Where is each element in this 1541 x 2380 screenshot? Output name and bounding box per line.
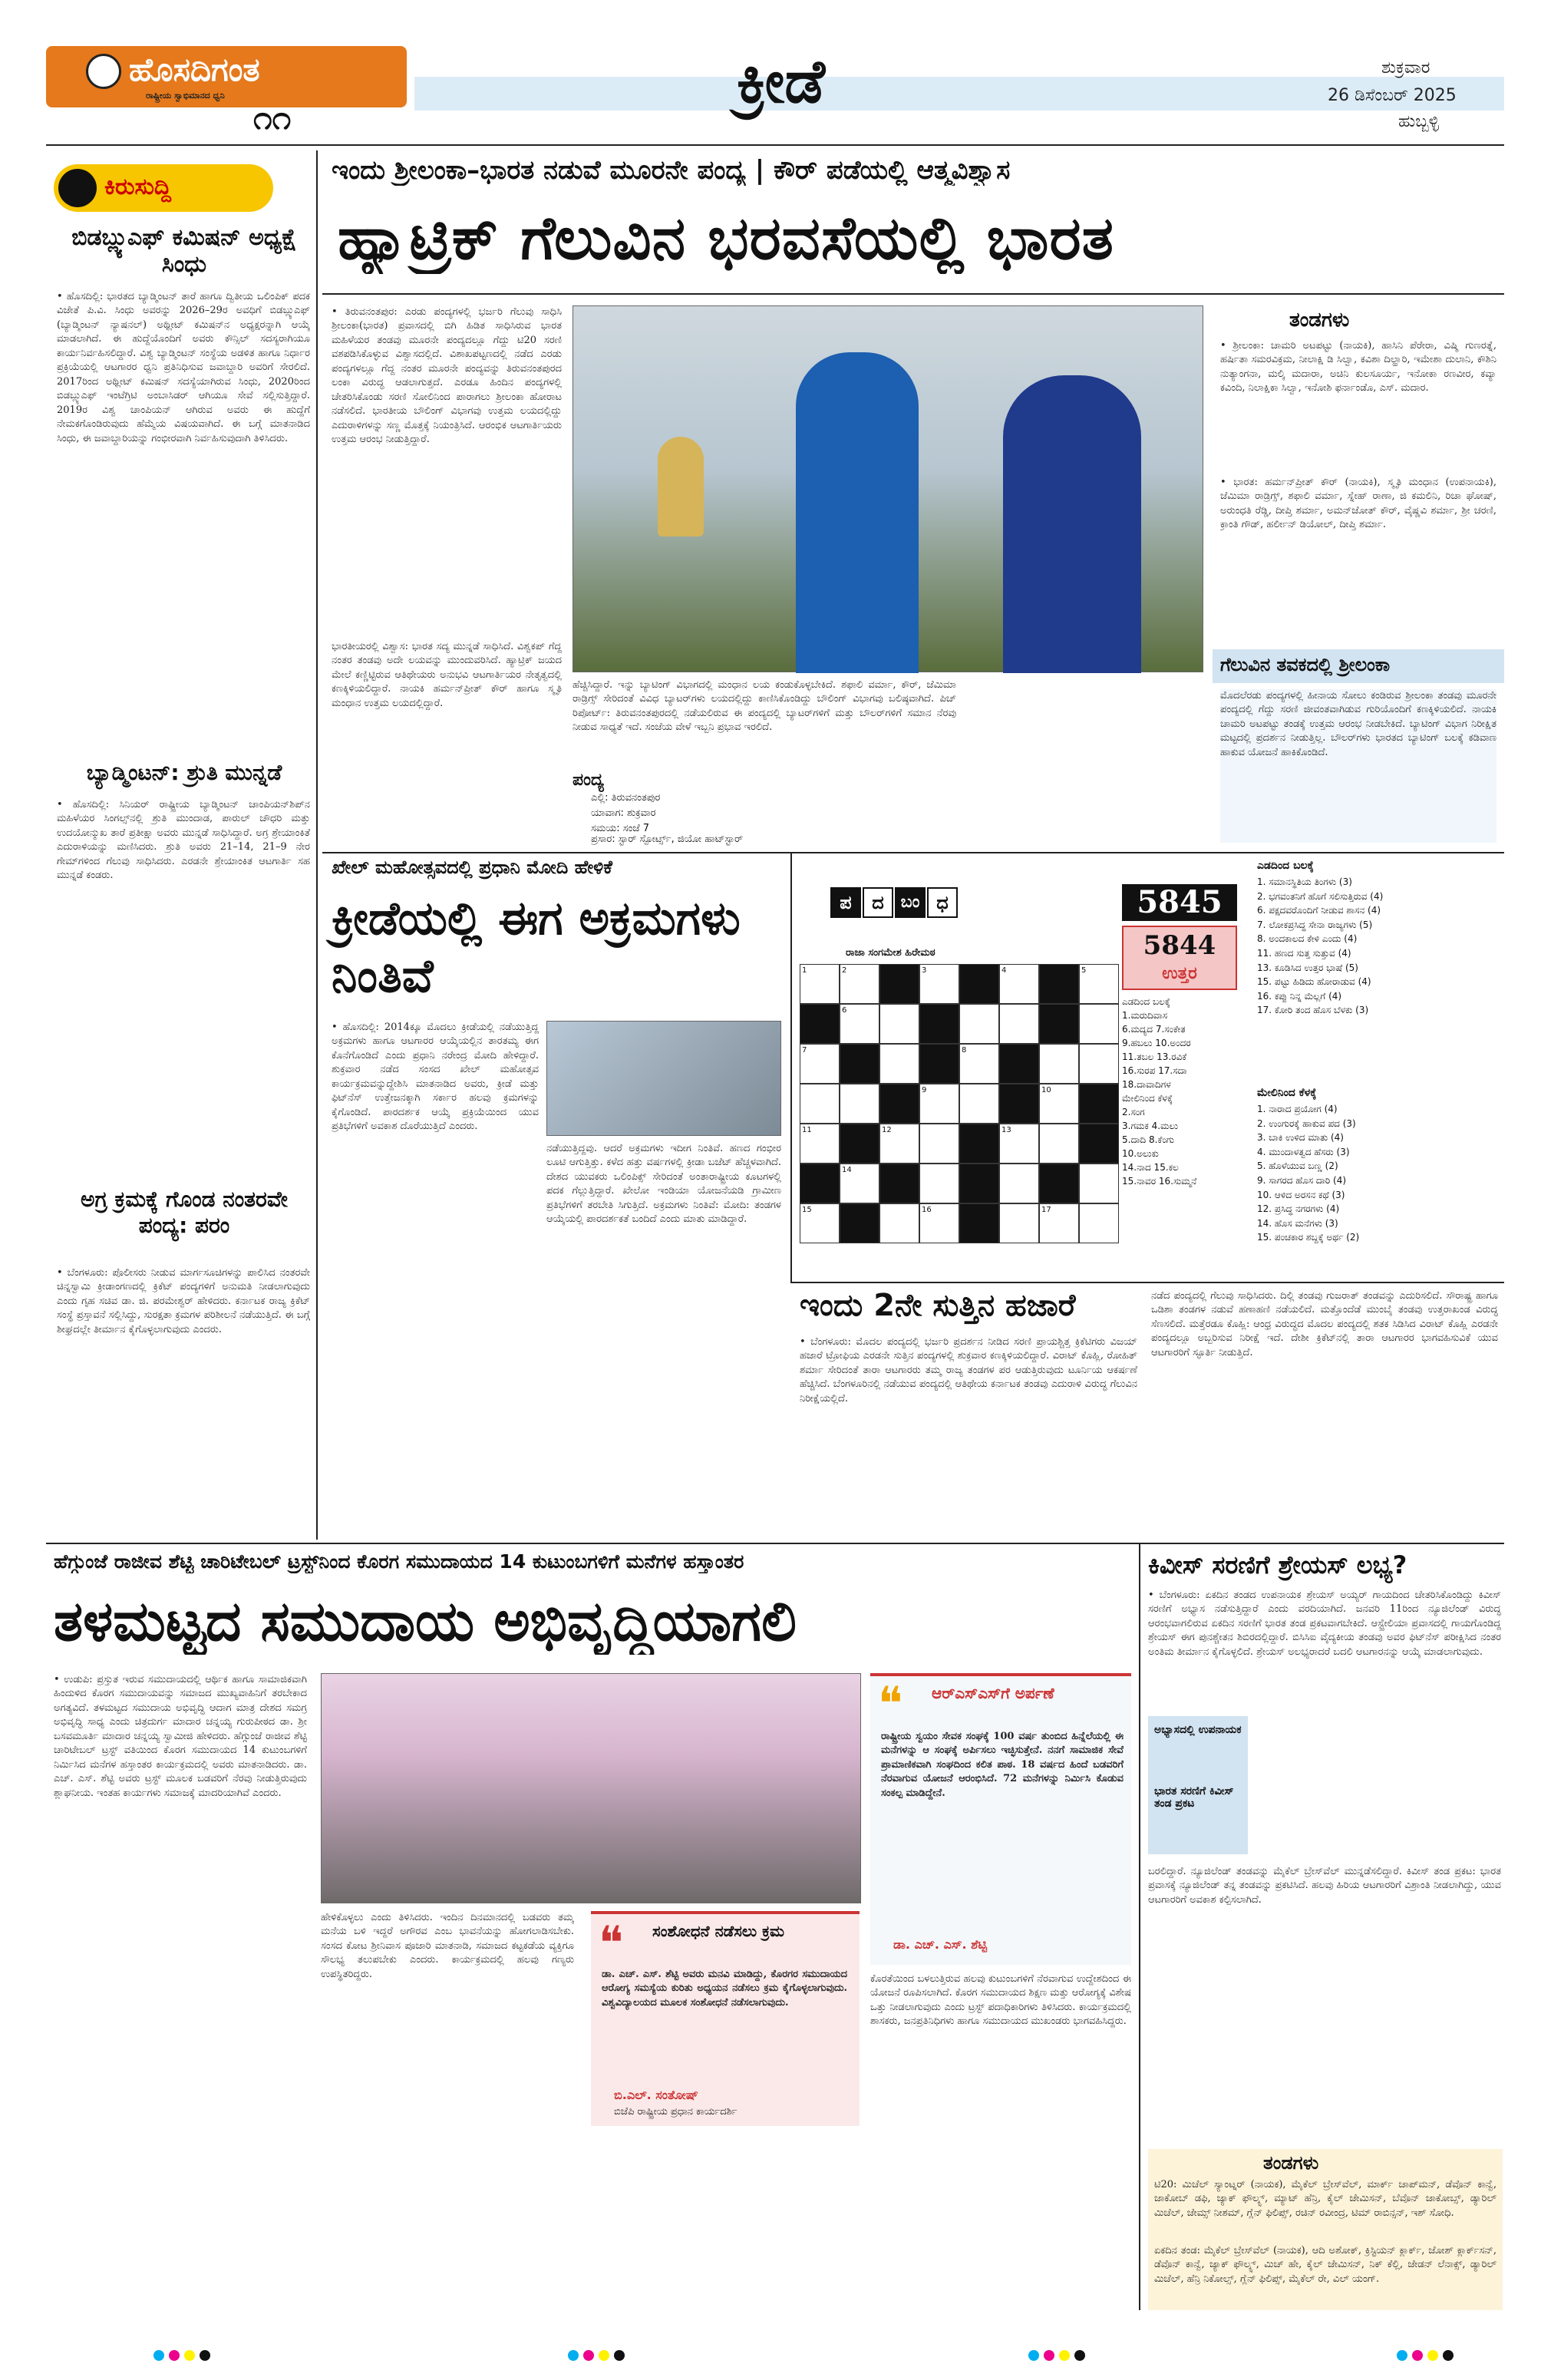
crossword-cell[interactable]: 10 bbox=[1039, 1084, 1079, 1124]
crossword-cell[interactable] bbox=[1039, 1124, 1079, 1164]
page-number: ೧೧ bbox=[253, 98, 292, 137]
side-head-box bbox=[1213, 649, 1504, 683]
modi-body-1: • ಹೊಸದಿಲ್ಲಿ: 2014ಕ್ಕೂ ಮೊದಲು ಕ್ರೀಡೆಯಲ್ಲಿ ನಡೆಯುತ್ತಿದ್ದ ಅಕ್ರಮಗಳು ಹಾಗೂ ಆಟಗಾರರ ಆಯ್ಕೆಯಲ್ಲಿನ ತಾರತಮ್ಯ ಈಗ ಕೊನೆಗೊಂಡಿದೆ ಎಂದು ಪ್ರಧಾನಿ ನರೇಂದ್ರ ಮೋದಿ ಹೇಳಿದ್ದಾರೆ. ಶುಕ್ರವಾರ ನಡೆದ ಸಂಸದ ಖೇಲ್ ಮಹೋತ್ಸವ ಕಾರ್ಯಕ್ರಮವನ್ನುದ್ದೇಶಿಸಿ ಮಾತನಾಡಿದ ಅವರು, ಕ್ರೀಡೆ ಮತ್ತು ಫಿಟ್‌ನೆಸ್ ಉತ್ತೇಜನಕ್ಕಾಗಿ ಸರ್ಕಾರ ಹಲವು ಕ್ರಮಗಳನ್ನು ಕೈಗೊಂಡಿದೆ. ಪಾರದರ್ಶಕ ಆಯ್ಕೆ ಪ್ರಕ್ರಿಯೆಯಿಂದ ಯುವ ಪ್ರತಿಭೆಗಳಿಗೆ ಅವಕಾಶ ದೊರೆಯುತ್ತಿದೆ ಎಂದರು. bbox=[332, 1022, 539, 1133]
match-info-when: ಯಾವಾಗ: ಶುಕ್ರವಾರ bbox=[591, 807, 656, 819]
crossword-cell[interactable] bbox=[919, 1124, 959, 1164]
match-info-where: ಎಲ್ಲಿ: ತಿರುವನಂತಪುರ bbox=[591, 792, 661, 804]
crossword-cell[interactable] bbox=[959, 1084, 999, 1124]
crossword-cell bbox=[1039, 964, 1079, 1004]
answers_left-item: 1.ಮರುದಿವಾಸ bbox=[1122, 1010, 1168, 1021]
modi-rule bbox=[790, 852, 792, 1282]
kiru-head-3: ಅಗ್ರ ಕ್ರಮಕ್ಕೆ ಗೊಂಡ ನಂತರವೇ ಪಂದ್ಯ: ಪರಂ bbox=[81, 1187, 288, 1238]
answers_left-item: 14.ನಾದ 15.ಕಲ bbox=[1122, 1162, 1179, 1173]
crossword-prev-number: 5844 bbox=[1143, 930, 1216, 961]
crossword-prev-box bbox=[1122, 926, 1237, 990]
registration-mark-magenta bbox=[1044, 2350, 1054, 2361]
down-item: 10. ಆಳಿದ ಅರಸನ ಕಥೆ (3) bbox=[1257, 1189, 1345, 1200]
masthead-logo: ಹೊಸದಿಗಂತ bbox=[129, 51, 260, 88]
kiru-head-2: ಬ್ಯಾಡ್ಮಿಂಟನ್: ಶ್ರುತಿ ಮುನ್ನಡೆ bbox=[86, 760, 282, 785]
shreyas-teams-odi: ಏಕದಿನ ತಂಡ: ಮೈಕೆಲ್ ಬ್ರೇಸ್‌ವೆಲ್ (ನಾಯಕ), ಆದಿ ಅಶೋಕ್, ಕ್ರಿಸ್ಟಿಯನ್ ಕ್ಲಾರ್ಕ್, ಜೋಶ್ ಕ್ಲಾರ್ಕ್‌ಸನ್, ಡೆವೊನ್ ಕಾನ್ವೆ, ಜ್ಯಾಕ್ ಫೌಲ್ಕ್ಸ್, ಮಿಚ್ ಹೇ, ಕೈಲ್ ಜೇಮಿಸನ್, ನಿಕ್ ಕೆಲ್ಲಿ, ಜೇಡನ್ ಲೆನಾಕ್ಸ್, ಡ್ಯಾರಿಲ್ ಮಿಚೆಲ್, ಹೆನ್ರಿ ನಿಕೋಲ್ಸ್, ಗ್ಲೆನ್ ಫಿಲಿಪ್ಸ್, ಮೈಕೆಲ್ ರೇ, ವಿಲ್ ಯಂಗ್. bbox=[1154, 2245, 1496, 2285]
crossword-cell[interactable] bbox=[879, 1044, 919, 1084]
crossword-cell[interactable] bbox=[999, 1164, 1039, 1203]
lead-body-1: • ತಿರುವನಂತಪುರ: ಎರಡು ಪಂದ್ಯಗಳಲ್ಲಿ ಭರ್ಜರಿ ಗೆಲುವು ಸಾಧಿಸಿ ಶ್ರೀಲಂಕಾ(ಭಾರತ) ಪ್ರವಾಸದಲ್ಲಿ ಬಿಗಿ ಹಿಡಿತ ಸಾಧಿಸಿರುವ ಭಾರತ ಮಹಿಳೆಯರ ತಂಡವು ಮೂರನೇ ಪಂದ್ಯದಲ್ಲೂ ಗೆದ್ದು ಟಿ20 ಸರಣಿ ವಶಪಡಿಸಿಕೊಳ್ಳುವ ವಿಶ್ವಾಸದಲ್ಲಿದೆ. ವಿಶಾಖಪಟ್ಟಣದಲ್ಲಿ ನಡೆದ ಎರಡು ಪಂದ್ಯಗಳಲ್ಲೂ ಗೆದ್ದ ನಂತರ ಮೂರನೇ ಪಂದ್ಯವನ್ನು ತಿರುವನಂತಪುರದ ಲಂಕಾ ವಿರುದ್ಧ ಆಡಲಾಗುತ್ತದೆ. ಎರಡೂ ಹಿಂದಿನ ಪಂದ್ಯಗಳಲ್ಲಿ ಚೇತರಿಸಿಕೊಂಡು ಸರಣಿ ಸೋಲಿನಿಂದ ಪಾರಾಗಲು ಶ್ರೀಲಂಕಾ ಹೋರಾಟ ನಡೆಸಲಿದೆ. ಭಾರತೀಯ ಬೌಲಿಂಗ್ ವಿಭಾಗವು ಉತ್ತಮ ಲಯದಲ್ಲಿದ್ದು ಎದುರಾಳಿಗಳನ್ನು ಸಣ್ಣ ಮೊತ್ತಕ್ಕೆ ನಿಯಂತ್ರಿಸಿದೆ. ಆರಂಭಿಕ ಆಟಗಾರ್ತಿಯರು ಉತ್ತಮ ಆರಂಭ ನೀಡುತ್ತಿದ್ದಾರೆ. bbox=[332, 306, 562, 446]
shreyas-teams-t20: ಟಿ20: ಮಿಚೆಲ್ ಸ್ಯಾಂಟ್ನರ್ (ನಾಯಕ), ಮೈಕೆಲ್ ಬ್ರೇಸ್‌ವೆಲ್, ಮಾರ್ಕ್ ಚಾಪ್‌ಮನ್, ಡೆವೊನ್ ಕಾನ್ವೆ, ಜಾಕೋಬ್ ಡಫಿ, ಜ್ಯಾಕ್ ಫೌಲ್ಕ್ಸ್, ಮ್ಯಾಟ್ ಹೆನ್ರಿ, ಕೈಲ್ ಜೇಮಿಸನ್, ಬೆವೊನ್ ಜಾಕೋಬ್ಸ್, ಡ್ಯಾರಿಲ್ ಮಿಚೆಲ್, ಜೇಮ್ಸ್ ನೀಶಮ್, ಗ್ಲೆನ್ ಫಿಲಿಪ್ಸ್, ರಚಿನ್ ರವೀಂದ್ರ, ಟಿಮ್ ರಾಬಿನ್ಸನ್, ಇಶ್ ಸೋಧಿ. bbox=[1154, 2179, 1496, 2219]
crossword-number: 5845 bbox=[1122, 884, 1237, 921]
crossword-cell bbox=[959, 1164, 999, 1203]
modi-photo bbox=[546, 1021, 781, 1136]
crossword-cell[interactable]: 3 bbox=[919, 964, 959, 1004]
crossword-cell[interactable]: 4 bbox=[999, 964, 1039, 1004]
mid-rule bbox=[46, 1543, 1504, 1544]
across-item: 6. ಪಕ್ಷದವರೊಂದಿಗೆ ನೀಡುವ ಶಾಸನ (4) bbox=[1257, 905, 1381, 916]
crossword-grid bbox=[800, 964, 1119, 1243]
crossword-cell[interactable] bbox=[999, 1004, 1039, 1044]
player-srilanka bbox=[1003, 375, 1141, 673]
lead-body-1b: ಭಾರತೀಯರಲ್ಲಿ ವಿಶ್ವಾಸ: ಭಾರತ ಸದ್ಯ ಮುನ್ನಡೆ ಸಾಧಿಸಿದೆ. ವಿಶ್ವಕಪ್ ಗೆದ್ದ ನಂತರ ತಂಡವು ಅದೇ ಲಯವನ್ನು ಮುಂದುವರಿಸಿದೆ. ಹ್ಯಾಟ್ರಿಕ್ ಜಯದ ಮೇಲೆ ಕಣ್ಣಿಟ್ಟಿರುವ ಆತಿಥೇಯರು ಅನುಭವಿ ಆಟಗಾರ್ತಿಯರ ನೇತೃತ್ವದಲ್ಲಿ ಕಣಕ್ಕಿಳಿಯಲಿದ್ದಾರೆ. ನಾಯಕಿ ಹರ್ಮನ್‌ಪ್ರೀತ್ ಕೌರ್ ಹಾಗೂ ಸ್ಮೃತಿ ಮಂಧಾನ ಉತ್ತಮ ಲಯದಲ್ಲಿದ್ದಾರೆ. bbox=[332, 641, 562, 709]
crossword-cell bbox=[999, 1084, 1039, 1124]
kiru-body-1: • ಹೊಸದಿಲ್ಲಿ: ಭಾರತದ ಬ್ಯಾಡ್ಮಿಂಟನ್ ತಾರೆ ಹಾಗೂ ದ್ವಿತೀಯ ಒಲಿಂಪಿಕ್ ಪದಕ ವಿಜೇತೆ ಪಿ.ವಿ. ಸಿಂಧು ಅವರನ್ನು 2026–29ರ ಅವಧಿಗೆ ಬಿಡಬ್ಲ್ಯುಎಫ್ (ಬ್ಯಾಡ್ಮಿಂಟನ್ ನ್ಯಾಷನಲ್) ಅಥ್ಲೀಟ್ ಕಮಿಷನ್‌ನ ಅಧ್ಯಕ್ಷರನ್ನಾಗಿ ಆಯ್ಕೆ ಮಾಡಲಾಗಿದೆ. ಈ ಹುದ್ದೆಯೊಂದಿಗೆ ಅವರು ಕೌನ್ಸಿಲ್ ಸದಸ್ಯರಾಗಿಯೂ ಕಾರ್ಯನಿರ್ವಹಿಸಲಿದ್ದಾರೆ. ವಿಶ್ವ ಬ್ಯಾಡ್ಮಿಂಟನ್ ಸಂಸ್ಥೆಯ ಅಡಳಿತ ಹಾಗೂ ನಿರ್ಧಾರ ಪ್ರಕ್ರಿಯೆಯಲ್ಲಿ ಆಟಗಾರರ ಧ್ವನಿ ಪ್ರತಿನಿಧಿಸುವ ಜವಾಬ್ದಾರಿ ಅವರಿಗೆ ಸೇರಲಿದೆ. 2017ರಿಂದ ಅಥ್ಲೀಟ್ ಕಮಿಷನ್ ಸದಸ್ಯೆಯಾಗಿರುವ ಸಿಂಧು, 2020ರಿಂದ ಬಿಡಬ್ಲ್ಯುಎಫ್ ಇಂಟೆಗ್ರಿಟಿ ಅಂಬಾಸಿಡರ್ ಆಗಿಯೂ ಸೇವೆ ಸಲ್ಲಿಸುತ್ತಿದ್ದಾರೆ. 2019ರ ವಿಶ್ವ ಚಾಂಪಿಯನ್ ಆಗಿರುವ ಅವರು ಈ ಹುದ್ದೆಗೆ ನೇಮಕಗೊಂಡಿರುವುದು ಹೆಮ್ಮೆಯ ವಿಷಯವಾಗಿದೆ. ಈ ಬಗ್ಗೆ ಮಾತನಾಡಿದ ಸಿಂಧು, ಈ ಜವಾಬ್ದಾರಿಯನ್ನು ಗಂಭೀರವಾಗಿ ನಿರ್ವಹಿಸುವುದಾಗಿ ತಿಳಿಸಿದರು. bbox=[57, 291, 310, 444]
crossword-cell[interactable]: 5 bbox=[1079, 964, 1119, 1004]
quote2-text: ರಾಷ್ಟ್ರೀಯ ಸ್ವಯಂ ಸೇವಕ ಸಂಘಕ್ಕೆ 100 ವರ್ಷ ತುಂಬಿದ ಹಿನ್ನೆಲೆಯಲ್ಲಿ ಈ ಮನೆಗಳನ್ನು ಆ ಸಂಘಕ್ಕೆ ಅರ್ಪಿಸಲು ಇಚ್ಛಿಸುತ್ತೇನೆ. ನನಗೆ ಸಾಮಾಜಿಕ ಸೇವೆ ಪ್ರಾಮಾಣಿಕವಾಗಿ ಸಂಘದಿಂದ ಕಲಿತ ಪಾಠ. 18 ವರ್ಷದ ಹಿಂದೆ ಬಡವರಿಗೆ ನೆರವಾಗುವ ಯೋಜನೆ ಆರಂಭಿಸಿದೆ. 72 ಮನೆಗಳನ್ನು ನಿರ್ಮಿಸಿ ಕೊಡುವ ಸಂಕಲ್ಪ ಮಾಡಿದ್ದೇನೆ. bbox=[881, 1731, 1124, 1799]
masthead-rule bbox=[46, 144, 1504, 146]
crossword-cell bbox=[1079, 1124, 1119, 1164]
across-title: ಎಡದಿಂದ ಬಲಕ್ಕೆ bbox=[1257, 860, 1314, 872]
across-item: 17. ಕೋರಿ ತಂದ ಹೊಸ ಬೆಳಕು (3) bbox=[1257, 1005, 1369, 1016]
shreyas-box-item-1: ಅಭ್ಯಾಸದಲ್ಲಿ ಉಪನಾಯಕ bbox=[1154, 1724, 1242, 1736]
crossword-cell[interactable] bbox=[879, 1004, 919, 1044]
lead-rule bbox=[322, 293, 1504, 295]
registration-mark-yellow bbox=[599, 2350, 609, 2361]
crossword-prev-label: ಉತ್ತರ bbox=[1162, 964, 1197, 983]
kirusuddi-icon bbox=[58, 169, 97, 207]
registration-mark-black bbox=[1443, 2350, 1454, 2361]
korga-kicker: ಹೆಗ್ಗುಂಜೆ ರಾಜೀವ ಶೆಟ್ಟಿ ಚಾರಿಟೇಬಲ್ ಟ್ರಸ್ಟ್‌ನಿಂದ ಕೊರಗ ಸಮುದಾಯದ 14 ಕುಟುಂಬಗಳಿಗೆ ಮನೆಗಳ ಹಸ್ತಾಂತರ bbox=[54, 1550, 744, 1573]
kiru-body-2: • ಹೊಸದಿಲ್ಲಿ: ಸಿನಿಯರ್ ರಾಷ್ಟ್ರೀಯ ಬ್ಯಾಡ್ಮಿಂಟನ್ ಚಾಂಪಿಯನ್‌ಶಿಪ್‌ನ ಮಹಿಳೆಯರ ಸಿಂಗಲ್ಸ್‌ನಲ್ಲಿ ಶ್ರುತಿ ಮುಂದಾಡ, ಪಾರುಲ್ ಚೌಧರಿ ಮತ್ತು ಉದಯೋನ್ಮುಖ ತಾರೆ ಪ್ರತೀಕ್ಷಾ ಅವರು ಮುನ್ನಡೆ ಸಾಧಿಸಿದ್ದಾರೆ. ಅಗ್ರ ಶ್ರೇಯಾಂಕಿತೆ ಎದುರಾಳಿಯನ್ನು ಮಣಿಸಿದರು. ಶ್ರುತಿ ಅವರು 21–14, 21–9 ನೇರ ಗೇಮ್‌ಗಳಿಂದ ಗೆಲುವು ಸಾಧಿಸಿದರು. ಎರಡನೇ ಶ್ರೇಯಾಂಕಿತ ಆಟಗಾರ್ತಿ ಸಹ ಮುನ್ನಡೆ ಕಂಡರು. bbox=[57, 799, 310, 882]
crossword-cell[interactable] bbox=[1079, 1044, 1119, 1084]
answers_left-item: 6.ಮದ್ಯದ 7.ಸಂಕೇತ bbox=[1122, 1024, 1186, 1035]
down-item: 4. ಮುಂದಾಳತ್ವದ ಹೆಸರು (3) bbox=[1257, 1146, 1350, 1157]
down-item: 5. ಹೊಳೆಯುವ ಬಣ್ಣ (2) bbox=[1257, 1160, 1338, 1172]
modi-body-2: ನಡೆಯುತ್ತಿದ್ದವು. ಆದರೆ ಅಕ್ರಮಗಳು ಇದೀಗ ನಿಂತಿವೆ. ಹಣದ ಗಂಭೀರ ಲೂಟಿ ಆಗುತ್ತಿತ್ತು. ಕಳೆದ ಹತ್ತು ವರ್ಷಗಳಲ್ಲಿ ಕ್ರೀಡಾ ಬಜೆಟ್ ಹೆಚ್ಚಳವಾಗಿದೆ. ದೇಶದ ಯುವಕರು ಒಲಿಂಪಿಕ್ಸ್ ಸೇರಿದಂತೆ ಅಂತಾರಾಷ್ಟ್ರೀಯ ಕೂಟಗಳಲ್ಲಿ ಪದಕ ಗೆಲ್ಲುತ್ತಿದ್ದಾರೆ. ಖೇಲೋ ಇಂಡಿಯಾ ಯೋಜನೆಯಡಿ ಗ್ರಾಮೀಣ ಪ್ರತಿಭೆಗಳಿಗೆ ತರಬೇತಿ ಸಿಗುತ್ತಿದೆ. ಅಕ್ರಮಗಳು ನಿಂತಿವೆ: ಮೋದಿ: ತಂಡಗಳ ಆಯ್ಕೆಯಲ್ಲಿ ಪಾರದರ್ಶಕತೆ ಬಂದಿದೆ ಎಂದು ಮಾತು ಮಾಡಿದ್ದಾರೆ. bbox=[546, 1143, 781, 1226]
crossword-cell[interactable]: 7 bbox=[800, 1044, 840, 1084]
crossword-cell[interactable]: 2 bbox=[840, 964, 879, 1004]
registration-mark-yellow bbox=[184, 2350, 195, 2361]
crossword-cell bbox=[800, 1164, 840, 1203]
crossword-cell[interactable] bbox=[959, 1004, 999, 1044]
crossword-cell bbox=[1039, 1004, 1079, 1044]
crossword-cell bbox=[959, 1124, 999, 1164]
shreyas-box bbox=[1148, 1716, 1248, 1854]
shreyas-body: • ಬೆಂಗಳೂರು: ಏಕದಿನ ತಂಡದ ಉಪನಾಯಕ ಶ್ರೇಯಸ್ ಅಯ್ಯರ್ ಗಾಯದಿಂದ ಚೇತರಿಸಿಕೊಂಡಿದ್ದು ಕಿವೀಸ್ ಸರಣಿಗೆ ಅಭ್ಯಾಸ ನಡೆಸುತ್ತಿದ್ದಾರೆ ಎಂದು ವರದಿಯಾಗಿದೆ. ಜನವರಿ 11ರಿಂದ ನ್ಯೂಜಿಲೆಂಡ್ ವಿರುದ್ಧ ಆರಂಭವಾಗಲಿರುವ ಏಕದಿನ ಸರಣಿಗೆ ಭಾರತ ತಂಡ ಪ್ರಕಟವಾಗಬೇಕಿದೆ. ಆಸ್ಟ್ರೇಲಿಯಾ ಪ್ರವಾಸದಲ್ಲಿ ಗಾಯಗೊಂಡಿದ್ದ ಶ್ರೇಯಸ್ ಈಗ ಪುನಶ್ಚೇತನ ಶಿಬಿರದಲ್ಲಿದ್ದಾರೆ. ಬಿಸಿಸಿಐ ವೈದ್ಯಕೀಯ ತಂಡವು ಅವರ ಫಿಟ್‌ನೆಸ್ ಪರೀಕ್ಷಿಸಿದ ನಂತರ ಅಂತಿಮ ತೀರ್ಮಾನ ಕೈಗೊಳ್ಳಲಿದೆ. ಶ್ರೇಯಸ್ ಅಲಭ್ಯರಾದರೆ ಬದಲಿ ಆಟಗಾರನನ್ನು ಆಯ್ಕೆ ಮಾಡಲಾಗುವುದು. bbox=[1148, 1589, 1501, 1658]
crossword-title-4: ಧ bbox=[927, 887, 958, 918]
quote1-author: ಬಿ.ಎಲ್. ಸಂತೋಷ್ bbox=[614, 2088, 698, 2102]
down-item: 2. ಉಂಗುರಕ್ಕೆ ಹಾಕುವ ಪದ (3) bbox=[1257, 1117, 1356, 1129]
crossword-cell[interactable]: 12 bbox=[879, 1124, 919, 1164]
kiru-head-1: ಬಿಡಬ್ಲ್ಯುಎಫ್ ಕಮಿಷನ್ ಅಧ್ಯಕ್ಷೆ ಸಿಂಧು bbox=[71, 224, 297, 278]
match-info-broadcast: ಪ್ರಸಾರ: ಸ್ಟಾರ್ ಸ್ಪೋರ್ಟ್ಸ್, ಜಿಯೋ ಹಾಟ್‌ಸ್ಟಾರ್ bbox=[591, 833, 744, 845]
answers_left-item: ಮೇಲಿನಿಂದ ಕೆಳಕ್ಕೆ bbox=[1122, 1093, 1173, 1104]
crossword-cell[interactable]: 8 bbox=[959, 1044, 999, 1084]
crossword-cell[interactable] bbox=[1079, 1164, 1119, 1203]
across-item: 11. ಹಣದ ಸುತ್ತ ಸುತ್ತುವ (4) bbox=[1257, 947, 1351, 959]
quote2-author: ಡಾ. ಎಚ್. ಎಸ್. ಶೆಟ್ಟಿ bbox=[893, 1937, 988, 1952]
across-item: 7. ಲೋಕಪ್ರಸಿದ್ಧ ಸೇನಾ ರಾಜ್ಯಗಳು (5) bbox=[1257, 919, 1373, 930]
registration-mark-cyan bbox=[1028, 2350, 1039, 2361]
lead-headline: ಹ್ಯಾಟ್ರಿಕ್ ಗೆಲುವಿನ ಭರವಸೆಯಲ್ಲಿ ಭಾರತ bbox=[338, 204, 1114, 273]
down-title: ಮೇಲಿನಿಂದ ಕೆಳಕ್ಕೆ bbox=[1257, 1087, 1317, 1099]
crossword-cell[interactable]: 14 bbox=[840, 1164, 879, 1203]
lead-bottom-rule bbox=[322, 852, 1504, 853]
registration-mark-magenta bbox=[583, 2350, 594, 2361]
shreyas-box-item-2: ಭಾರತ ಸರಣಿಗೆ ಕಿವೀಸ್ ತಂಡ ಪ್ರಕಟ bbox=[1154, 1785, 1234, 1810]
answers_left-item: 18.ದಾವಾದಿಗಳ bbox=[1122, 1079, 1171, 1090]
trophy bbox=[658, 437, 704, 536]
quote2-box bbox=[870, 1673, 1131, 1965]
date: 26 ಡಿಸೆಂಬರ್ 2025 bbox=[1328, 86, 1457, 105]
registration-mark-magenta bbox=[1412, 2350, 1423, 2361]
answers_left-item: ಎಡದಿಂದ ಬಲಕ್ಕೆ bbox=[1122, 996, 1170, 1007]
player-india bbox=[796, 352, 919, 673]
lead-photo bbox=[573, 305, 1203, 672]
crossword-cell[interactable]: 16 bbox=[919, 1203, 959, 1243]
edition: ಹುಬ್ಬಳ್ಳಿ bbox=[1398, 112, 1440, 131]
teams-title: ತಂಡಗಳು bbox=[1289, 309, 1350, 332]
crossword-cell bbox=[840, 1044, 879, 1084]
crossword-cell bbox=[999, 1044, 1039, 1084]
down-item: 15. ಪಂಚಕಾರ ಶಬ್ದಕ್ಕೆ ಅರ್ಥ (2) bbox=[1257, 1232, 1360, 1243]
answers_left-item: 15.ನಾವರ 16.ಸುಮ್ಮನೆ bbox=[1122, 1176, 1197, 1187]
crossword-rule bbox=[790, 1282, 1504, 1283]
answers_left-item: 2.ಸಂಗ bbox=[1122, 1107, 1145, 1117]
quote1-title: ಸಂಶೋಧನೆ ನಡೆಸಲು ಕ್ರಮ bbox=[652, 1922, 784, 1940]
lead-body-2: ಹೆಚ್ಚಿಸಿದ್ದಾರೆ. ಇನ್ನು ಬ್ಯಾಟಿಂಗ್ ವಿಭಾಗದಲ್ಲಿ ಮಂಧಾನ ಲಯ ಕಂಡುಕೊಳ್ಳಬೇಕಿದೆ. ಶಫಾಲಿ ವರ್ಮಾ, ಕೌರ್, ಜೆಮಿಮಾ ರಾಡ್ರಿಗ್ಸ್ ಸೇರಿದಂತೆ ವಿವಿಧ ಬ್ಯಾಟರ್‌ಗಳು ಲಯದಲ್ಲಿದ್ದು ಕಾಣಿಸಿಕೊಂಡಿದ್ದು ಬೌಲಿಂಗ್ ವಿಭಾಗವು ಬಲಿಷ್ಠವಾಗಿದೆ. ಪಿಚ್ ರಿಪೋರ್ಟ್: ತಿರುವನಂತಪುರದಲ್ಲಿ ನಡೆಯಲಿರುವ ಈ ಪಂದ್ಯದಲ್ಲಿ ಬ್ಯಾಟರ್‌ಗಳಿಗೆ ಮತ್ತು ಬೌಲರ್‌ಗಳಿಗೆ ಸಮಾನ ನೆರವು ನೀಡುವ ಸಾಧ್ಯತೆ ಇದೆ. ಸಂಜೆಯ ವೇಳೆ ಇಬ್ಬನಿ ಪ್ರಭಾವ ಇರಲಿದೆ. bbox=[573, 679, 956, 734]
shreyas-headline: ಕಿವೀಸ್ ಸರಣಿಗೆ ಶ್ರೇಯಸ್ ಲಭ್ಯ? bbox=[1148, 1550, 1407, 1580]
answers_left-item: 11.ತಬಲ 13.ರವಿಕೆ bbox=[1122, 1051, 1187, 1062]
answers_left-item: 9.ಹಬಲು 10.ಅಂದರ bbox=[1122, 1038, 1191, 1048]
crossword-cell[interactable]: 1 bbox=[800, 964, 840, 1004]
crossword-cell[interactable] bbox=[1079, 1203, 1119, 1243]
korga-body-1: • ಉಡುಪಿ: ಪ್ರಸ್ತುತ ಇರುವ ಸಮುದಾಯದಲ್ಲಿ ಆರ್ಥಿಕ ಹಾಗೂ ಸಾಮಾಜಿಕವಾಗಿ ಹಿಂದುಳಿದ ಕೊರಗ ಸಮುದಾಯವನ್ನು ಸಮಾಜದ ಮುಖ್ಯವಾಹಿನಿಗೆ ತರಬೇಕಾದ ಅಗತ್ಯವಿದೆ. ತಳಮಟ್ಟದ ಸಮುದಾಯ ಅಭಿವೃದ್ಧಿ ಆದಾಗ ಮಾತ್ರ ದೇಶದ ಸಮಗ್ರ ಅಭಿವೃದ್ಧಿ ಸಾಧ್ಯ ಎಂದು ಚಿತ್ರದುರ್ಗ ಮಾದಾರ ಚನ್ನಯ್ಯ ಗುರುಪೀಠದ ಡಾ. ಶ್ರೀ ಬಸವಮೂರ್ತಿ ಮಾದಾರ ಚನ್ನಯ್ಯ ಸ್ವಾಮೀಜಿ ಹೇಳಿದರು. ಹೆಗ್ಗುಂಜೆ ರಾಜೀವ ಶೆಟ್ಟಿ ಚಾರಿಟೇಬಲ್ ಟ್ರಸ್ಟ್ ವತಿಯಿಂದ ಕೊರಗ ಸಮುದಾಯದ 14 ಕುಟುಂಬಗಳಿಗೆ ನಿರ್ಮಿಸಿದ ಮನೆಗಳ ಹಸ್ತಾಂತರ ಕಾರ್ಯಕ್ರಮದಲ್ಲಿ ಅವರು ಮಾತನಾಡಿದರು. ಡಾ. ಎಚ್. ಎಸ್. ಶೆಟ್ಟಿ ಅವರು ಟ್ರಸ್ಟ್ ಮೂಲಕ ಬಡವರಿಗೆ ನೆರವು ನೀಡುತ್ತಿರುವುದು ಶ್ಲಾಘನೀಯ. ಇಂತಹ ಕಾರ್ಯಗಳು ಸಮಾಜಕ್ಕೆ ಮಾದರಿಯಾಗಿವೆ ಎಂದರು. bbox=[54, 1674, 307, 1799]
hajare-headline: ಇಂದು 2ನೇ ಸುತ್ತಿನ ಹಜಾರೆ bbox=[800, 1288, 1076, 1323]
shreyas-teams-title: ತಂಡಗಳು bbox=[1263, 2152, 1319, 2174]
crossword-answers bbox=[1122, 995, 1245, 1279]
registration-mark-black bbox=[1074, 2350, 1085, 2361]
crossword-cell[interactable]: 6 bbox=[840, 1004, 879, 1044]
day: ಶುಕ್ರವಾರ bbox=[1381, 58, 1430, 78]
shreyas-body-2: ಬರಲಿದ್ದಾರೆ. ನ್ಯೂಜಿಲೆಂಡ್ ತಂಡವನ್ನು ಮೈಕೆಲ್ ಬ್ರೇಸ್‌ವೆಲ್ ಮುನ್ನಡೆಸಲಿದ್ದಾರೆ. ಕಿವೀಸ್ ತಂಡ ಪ್ರಕಟ: ಭಾರತ ಪ್ರವಾಸಕ್ಕೆ ನ್ಯೂಜಿಲೆಂಡ್ ತನ್ನ ತಂಡವನ್ನು ಪ್ರಕಟಿಸಿದೆ. ಹಲವು ಹಿರಿಯ ಆಟಗಾರರಿಗೆ ವಿಶ್ರಾಂತಿ ನೀಡಲಾಗಿದ್ದು, ಯುವ ಆಟಗಾರರಿಗೆ ಅವಕಾಶ ಕಲ್ಪಿಸಲಾಗಿದೆ. bbox=[1148, 1866, 1501, 1906]
crossword-cell bbox=[1039, 1164, 1079, 1203]
crossword-cell[interactable] bbox=[1039, 1044, 1079, 1084]
registration-mark-black bbox=[200, 2350, 210, 2361]
crossword-cell[interactable] bbox=[879, 1203, 919, 1243]
crossword-author: ರಾಜಾ ಸಂಗಮೇಶ ಹಿರೇಮಠ bbox=[846, 947, 935, 959]
registration-mark-yellow bbox=[1059, 2350, 1070, 2361]
crossword-cell bbox=[879, 964, 919, 1004]
shreyas-rule bbox=[1139, 1543, 1140, 2310]
korga-photo bbox=[321, 1673, 861, 1903]
teams-india: • ಭಾರತ: ಹರ್ಮನ್‌ಪ್ರೀತ್ ಕೌರ್ (ನಾಯಕಿ), ಸ್ಮೃತಿ ಮಂಧಾನ (ಉಪನಾಯಕಿ), ಜೆಮಿಮಾ ರಾಡ್ರಿಗ್ಸ್, ಶಫಾಲಿ ವರ್ಮಾ, ಸ್ನೇಹ್ ರಾಣಾ, ಜಿ ಕಮಲಿನಿ, ರಿಚಾ ಘೋಷ್, ಅರುಂಧತಿ ರೆಡ್ಡಿ, ದೀಪ್ತಿ ಶರ್ಮಾ, ಅಮನ್‌ಜೋತ್ ಕೌರ್, ವೈಷ್ಣವಿ ಶರ್ಮಾ, ಶ್ರೀ ಚರಣಿ, ಕ್ರಾಂತಿ ಗೌಡ್, ಹರ್ಲೀನ್ ಡಿಯೋಲ್, ದೀಪ್ತಿ ಶರ್ಮಾ. bbox=[1220, 477, 1496, 531]
masthead-logo-tag: ರಾಷ್ಟ್ರೀಯ ಸ್ವಾಭಿಮಾನದ ಧ್ವನಿ bbox=[146, 91, 225, 101]
side-head: ಗೆಲುವಿನ ತವಕದಲ್ಲಿ ಶ್ರೀಲಂಕಾ bbox=[1220, 654, 1391, 675]
answers_left-item: 16.ಸುರಪ 17.ಸದಾ bbox=[1122, 1065, 1187, 1076]
down-clues bbox=[1257, 1102, 1495, 1245]
hajare-body-1: • ಬೆಂಗಳೂರು: ಮೊದಲ ಪಂದ್ಯದಲ್ಲಿ ಭರ್ಜರಿ ಪ್ರದರ್ಶನ ನೀಡಿದ ಸರಣಿ ಪ್ರಾಯಶ್ಚಿತ್ತ ಕ್ರಿಕೆಟಿಗರು ವಿಜಯ್ ಹಜಾರೆ ಟ್ರೋಫಿಯ ಎರಡನೇ ಸುತ್ತಿನ ಪಂದ್ಯಗಳಲ್ಲಿ ಶುಕ್ರವಾರ ಕಣಕ್ಕಿಳಿಯಲಿದ್ದಾರೆ. ವಿರಾಟ್ ಕೊಹ್ಲಿ, ರೋಹಿತ್ ಶರ್ಮಾ ಸೇರಿದಂತೆ ತಾರಾ ಆಟಗಾರರು ತಮ್ಮ ರಾಜ್ಯ ತಂಡಗಳ ಪರ ಆಡುತ್ತಿರುವುದು ಟೂರ್ನಿಯ ಆಕರ್ಷಣೆ ಹೆಚ್ಚಿಸಿದೆ. ಬೆಂಗಳೂರಿನಲ್ಲಿ ನಡೆಯುವ ಪಂದ್ಯದಲ್ಲಿ ಆತಿಥೇಯ ಕರ್ನಾಟಕ ತಂಡವು ಎದುರಾಳಿ ವಿರುದ್ಧ ಗೆಲುವಿನ ನಿರೀಕ್ಷೆಯಲ್ಲಿದೆ. bbox=[800, 1336, 1137, 1405]
down-item: 9. ಸಾಗರದ ಹೊಸ ದಾರಿ (4) bbox=[1257, 1174, 1347, 1186]
crossword-cell[interactable] bbox=[1079, 1004, 1119, 1044]
crossword-cell bbox=[1079, 1084, 1119, 1124]
crossword-cell[interactable]: 13 bbox=[999, 1124, 1039, 1164]
modi-headline: ಕ್ರೀಡೆಯಲ್ಲಿ ಈಗ ಅಕ್ರಮಗಳು ನಿಂತಿವೆ bbox=[332, 892, 741, 1003]
down-item: 1. ನಾರಾದ ಪ್ರಯೋಗ (4) bbox=[1257, 1104, 1338, 1114]
answers_left-item: 3.ಗಮಕ 4.ಮಲು bbox=[1122, 1121, 1179, 1131]
crossword-cell[interactable]: 15 bbox=[800, 1203, 840, 1243]
kiru-body-3: • ಬೆಂಗಳೂರು: ಪೊಲೀಸರು ನೀಡುವ ಮಾರ್ಗಸೂಚಿಗಳನ್ನು ಪಾಲಿಸಿದ ನಂತರವೇ ಚಿನ್ನಸ್ವಾಮಿ ಕ್ರೀಡಾಂಗಣದಲ್ಲಿ ಕ್ರಿಕೆಟ್ ಪಂದ್ಯಗಳಿಗೆ ಅನುಮತಿ ನೀಡಲಾಗುವುದು ಎಂದು ಗೃಹ ಸಚಿವ ಡಾ. ಜಿ. ಪರಮೇಶ್ವರ್ ಹೇಳಿದರು. ಕರ್ನಾಟಕ ರಾಜ್ಯ ಕ್ರಿಕೆಟ್ ಸಂಸ್ಥೆ ಪ್ರಸ್ತಾವನೆ ಸಲ್ಲಿಸಿದ್ದು, ಸುರಕ್ಷತಾ ಕ್ರಮಗಳ ಪರಿಶೀಲನೆ ನಡೆಯುತ್ತಿದೆ. ಈ ಬಗ್ಗೆ ಶೀಘ್ರದಲ್ಲೇ ತೀರ್ಮಾನ ಕೈಗೊಳ್ಳಲಾಗುವುದು ಎಂದರು. bbox=[57, 1267, 310, 1335]
crossword-cell bbox=[879, 1164, 919, 1203]
across-item: 2. ಭಗವಂತನಿಗೆ ಹೊಗೆ ಸಲಿಸುತ್ತಿರುವ (4) bbox=[1257, 890, 1384, 902]
crossword-cell[interactable] bbox=[919, 1164, 959, 1203]
crossword-cell bbox=[959, 964, 999, 1004]
crossword-title-1: ಪ bbox=[830, 887, 861, 918]
crossword-title-2: ದ bbox=[863, 887, 893, 918]
answers_left-item: 5.ದಾದಿ 8.ಕೆಂಗು bbox=[1122, 1134, 1174, 1145]
down-item: 12. ಪ್ರಸಿದ್ಧ ನಗರಗಳು (4) bbox=[1257, 1203, 1340, 1215]
crossword-cell bbox=[959, 1203, 999, 1243]
registration-mark-cyan bbox=[1397, 2350, 1407, 2361]
quote2-title: ಆರ್‌ಎಸ್‌ಎಸ್‌ಗೆ ಅರ್ಪಣೆ bbox=[932, 1684, 1054, 1702]
section-title: ಕ್ರೀಡೆ bbox=[737, 48, 826, 117]
masthead bbox=[0, 0, 1541, 150]
quote1-text: ಡಾ. ಎಚ್. ಎಸ್. ಶೆಟ್ಟಿ ಅವರು ಮನವಿ ಮಾಡಿದ್ದು, ಕೊರಗರ ಸಮುದಾಯದ ಆರೋಗ್ಯ ಸಮಸ್ಯೆಯ ಕುರಿತು ಅಧ್ಯಯನ ನಡೆಸಲು ಕ್ರಮ ಕೈಗೊಳ್ಳಲಾಗುವುದು. ವಿಶ್ವವಿದ್ಯಾಲಯದ ಮೂಲಕ ಸಂಶೋಧನೆ ನಡೆಸಲಾಗುವುದು. bbox=[602, 1969, 847, 2009]
registration-mark-black bbox=[614, 2350, 625, 2361]
masthead-logo-emblem bbox=[86, 54, 121, 89]
down-item: 3. ಬಾಕಿ ಉಳಿದ ಮಾತು (4) bbox=[1257, 1132, 1344, 1144]
across-clues bbox=[1257, 875, 1495, 1018]
crossword-cell bbox=[919, 1004, 959, 1044]
kirusuddi-label: ಕಿರುಸುದ್ದಿ bbox=[104, 173, 172, 200]
crossword-cell[interactable] bbox=[800, 1084, 840, 1124]
crossword-cell[interactable] bbox=[840, 1084, 879, 1124]
registration-mark-yellow bbox=[1427, 2350, 1438, 2361]
kirusuddi-badge bbox=[54, 164, 273, 212]
teams-srilanka: • ಶ್ರೀಲಂಕಾ: ಚಾಮರಿ ಅಟಪಟ್ಟು (ನಾಯಕಿ), ಹಾಸಿನಿ ಪೆರೇರಾ, ವಿಷ್ಮಿ ಗುಣರತ್ನೆ, ಹರ್ಷಿತಾ ಸಮರವಿಕ್ರಮ, ನೀಲಾಕ್ಷಿ ಡಿ ಸಿಲ್ವಾ, ಕವಿಶಾ ದಿಲ್ಹಾರಿ, ಇಮೇಶಾ ದುಲಾನಿ, ಕೌಶಿನಿ ನುತ್ಯಾಂಗನಾ, ಮಲ್ಕಿ ಮದಾರಾ, ಅಚಿನಿ ಕುಲಸೂರ್ಯ, ಇನೋಕಾ ರಣವೀರ, ಕವ್ಯಾ ಕವಿಂದಿ, ನಿಲಾಕ್ಷಿಕಾ ಸಿಲ್ವಾ, ಇನೋಶಿ ಫರ್ನಾಂಡೊ, ಎಸ್. ಮದಾರ. bbox=[1220, 340, 1496, 394]
left-column-rule bbox=[316, 150, 318, 1540]
registration-mark-magenta bbox=[169, 2350, 180, 2361]
korga-body-2: ಹೇಳಿಕೊಳ್ಳಲು ಎಂದು ತಿಳಿಸಿದರು. ಇಂದಿನ ದಿನಮಾನದಲ್ಲಿ ಬಡವರು ತಮ್ಮ ಮನೆಯ ಬಳಿ ಇದ್ದರೆ ಅಗೌರವ ಎಂಬ ಭಾವನೆಯನ್ನು ಹೋಗಲಾಡಿಸಬೇಕು. ಸಂಸದ ಕೋಟ ಶ್ರೀನಿವಾಸ ಪೂಜಾರಿ ಮಾತನಾಡಿ, ಸಮಾಜದ ಕಟ್ಟಕಡೆಯ ವ್ಯಕ್ತಿಗೂ ಸೌಲಭ್ಯ ತಲುಪಬೇಕು ಎಂದರು. ಕಾರ್ಯಕ್ರಮದಲ್ಲಿ ಹಲವು ಗಣ್ಯರು ಉಪಸ್ಥಿತರಿದ್ದರು. bbox=[321, 1912, 574, 1980]
across-item: 15. ಪಟ್ಟು ಹಿಡಿದು ಹೋರಾಡುವ (4) bbox=[1257, 976, 1371, 988]
crossword-title-3: ಬಂ bbox=[895, 887, 926, 918]
crossword-cell[interactable]: 17 bbox=[1039, 1203, 1079, 1243]
crossword-cell[interactable]: 9 bbox=[919, 1084, 959, 1124]
crossword-cell bbox=[840, 1124, 879, 1164]
match-info-time: ಸಮಯ: ಸಂಜೆ 7 bbox=[591, 823, 650, 834]
across-item: 8. ಅಂದಕಾಲದ ಕೇಳಿ ಎಂದು (4) bbox=[1257, 933, 1358, 945]
korga-body-3: ಕೊರತೆಯಿಂದ ಬಳಲುತ್ತಿರುವ ಹಲವು ಕುಟುಂಬಗಳಿಗೆ ನೆರವಾಗುವ ಉದ್ದೇಶದಿಂದ ಈ ಯೋಜನೆ ರೂಪಿಸಲಾಗಿದೆ. ಕೊರಗ ಸಮುದಾಯದ ಶಿಕ್ಷಣ ಮತ್ತು ಆರೋಗ್ಯಕ್ಕೆ ವಿಶೇಷ ಒತ್ತು ನೀಡಲಾಗುವುದು ಎಂದು ಟ್ರಸ್ಟ್ ಪದಾಧಿಕಾರಿಗಳು ತಿಳಿಸಿದರು. ಕಾರ್ಯಕ್ರಮದಲ್ಲಿ ಶಾಸಕರು, ಜನಪ್ರತಿನಿಧಿಗಳು ಹಾಗೂ ಸಮುದಾಯದ ಮುಖಂಡರು ಭಾಗವಹಿಸಿದ್ದರು. bbox=[870, 1973, 1131, 2028]
shreyas-teams-box bbox=[1148, 2149, 1503, 2310]
crossword-cell bbox=[840, 1203, 879, 1243]
quote1-icon: ❝ bbox=[599, 1916, 624, 1970]
across-item: 1. ಸಮಾನಸ್ಥಿತಿಯ ತಿಂಗಳು (3) bbox=[1257, 876, 1352, 887]
across-item: 16. ಕಪ್ಪು ನಿನ್ನ ಮೆಲ್ಲಗೆ (4) bbox=[1257, 990, 1342, 1002]
crossword-cell bbox=[879, 1084, 919, 1124]
registration-mark-cyan bbox=[153, 2350, 164, 2361]
quote1-box bbox=[591, 1911, 860, 2126]
side-body: ಮೊದಲೆರಡು ಪಂದ್ಯಗಳಲ್ಲಿ ಹೀನಾಯ ಸೋಲು ಕಂಡಿರುವ ಶ್ರೀಲಂಕಾ ತಂಡವು ಮೂರನೇ ಪಂದ್ಯದಲ್ಲಿ ಗೆದ್ದು ಸರಣಿ ಜೀವಂತವಾಗಿಡುವ ಗುರಿಯೊಂದಿಗೆ ಕಣಕ್ಕಿಳಿಯಲಿದೆ. ನಾಯಕಿ ಚಾಮರಿ ಅಟಪಟ್ಟು ತಂಡಕ್ಕೆ ಉತ್ತಮ ಆರಂಭ ನೀಡಬೇಕಿದೆ. ಬ್ಯಾಟಿಂಗ್ ವಿಭಾಗ ನಿರೀಕ್ಷಿತ ಮಟ್ಟದಲ್ಲಿ ಪ್ರದರ್ಶನ ನೀಡುತ್ತಿಲ್ಲ. ಬೌಲರ್‌ಗಳು ಭಾರತದ ಬ್ಯಾಟಿಂಗ್ ಬಲಕ್ಕೆ ಕಡಿವಾಣ ಹಾಕುವ ಯೋಜನೆ ಹಾಕಿಕೊಂಡಿದೆ. bbox=[1220, 689, 1496, 843]
korga-headline: ತಳಮಟ್ಟದ ಸಮುದಾಯ ಅಭಿವೃದ್ಧಿಯಾಗಲಿ bbox=[54, 1589, 797, 1653]
modi-kicker: ಖೇಲ್ ಮಹೋತ್ಸವದಲ್ಲಿ ಪ್ರಧಾನಿ ಮೋದಿ ಹೇಳಿಕೆ bbox=[332, 857, 613, 878]
across-item: 13. ಕೂಡಿಸಿದ ಉತ್ತರ ಭಾಷೆ (5) bbox=[1257, 962, 1358, 973]
answers_left-item: 10.ಅಲುಕು bbox=[1122, 1148, 1159, 1159]
crossword-cell[interactable]: 11 bbox=[800, 1124, 840, 1164]
crossword bbox=[800, 857, 1498, 1282]
crossword-cell bbox=[919, 1044, 959, 1084]
down-item: 14. ಹೊಸ ಮನೆಗಳು (3) bbox=[1257, 1217, 1338, 1229]
match-info-title: ಪಂದ್ಯ bbox=[573, 771, 605, 790]
hajare-body-2: ನಡೆದ ಪಂದ್ಯದಲ್ಲಿ ಗೆಲುವು ಸಾಧಿಸಿದರು. ದಿಲ್ಲಿ ತಂಡವು ಗುಜರಾತ್ ತಂಡವನ್ನು ಎದುರಿಸಲಿದೆ. ಸೌರಾಷ್ಟ್ರ ಹಾಗೂ ಒಡಿಶಾ ತಂಡಗಳ ನಡುವೆ ಹಣಾಹಣಿ ನಡೆಯಲಿದೆ. ಮತ್ತೊಂದೆಡೆ ಮುಂಬೈ ತಂಡವು ಉತ್ತರಾಖಂಡ ವಿರುದ್ಧ ಸೆಣಸಲಿದೆ. ಮತ್ತೆರಡೂ ಕೊಹ್ಲಿ: ಆಂಧ್ರ ವಿರುದ್ಧದ ಮೊದಲ ಪಂದ್ಯದಲ್ಲಿ ಶತಕ ಸಿಡಿಸಿದ ವಿರಾಟ್ ಕೊಹ್ಲಿ ಎರಡನೇ ಪಂದ್ಯದಲ್ಲೂ ಅಬ್ಬರಿಸುವ ನಿರೀಕ್ಷೆ ಇದೆ. ದೇಶೀ ಕ್ರಿಕೆಟ್‌ನಲ್ಲಿ ತಾರಾ ಆಟಗಾರರ ಭಾಗವಹಿಸುವಿಕೆ ಯುವ ಆಟಗಾರರಿಗೆ ಸ್ಫೂರ್ತಿ ನೀಡುತ್ತಿದೆ. bbox=[1151, 1290, 1498, 1358]
quote1-role: ಬಿಜೆಪಿ ರಾಷ್ಟ್ರೀಯ ಪ್ರಧಾನ ಕಾರ್ಯದರ್ಶಿ bbox=[614, 2106, 738, 2118]
registration-mark-cyan bbox=[568, 2350, 579, 2361]
crossword-cell bbox=[800, 1004, 840, 1044]
crossword-cell[interactable] bbox=[999, 1203, 1039, 1243]
quote2-icon: ❝ bbox=[878, 1677, 903, 1731]
lead-kicker: ಇಂದು ಶ್ರೀಲಂಕಾ–ಭಾರತ ನಡುವೆ ಮೂರನೇ ಪಂದ್ಯ | ಕೌರ್ ಪಡೆಯಲ್ಲಿ ಆತ್ಮವಿಶ್ವಾಸ bbox=[332, 155, 1011, 186]
